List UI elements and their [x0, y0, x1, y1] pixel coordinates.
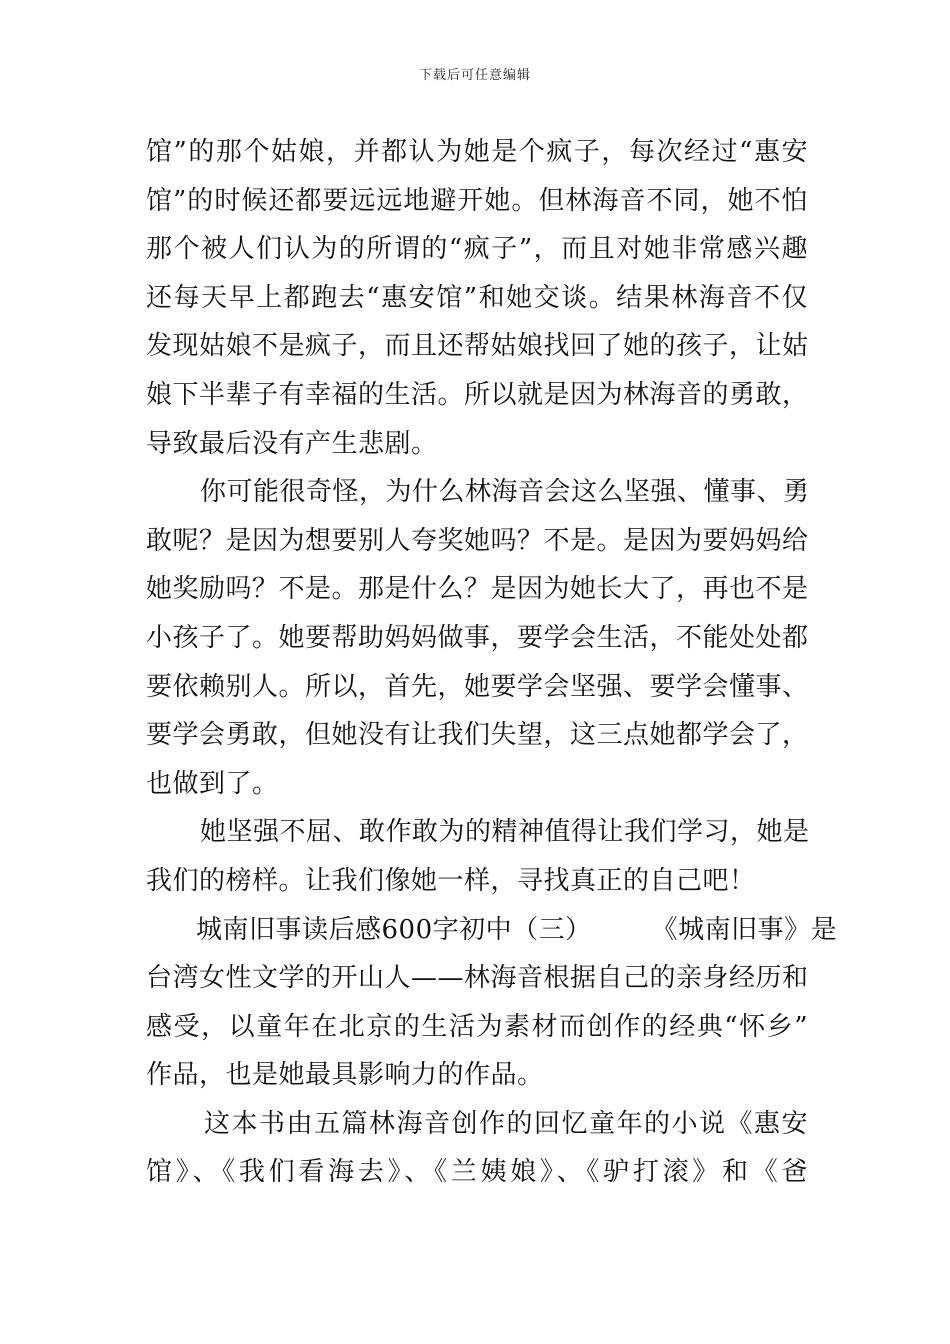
- text-line: 小孩子了。她要帮助妈妈做事，要学会生活，不能处处都: [146, 622, 809, 653]
- document-body: [146, 128, 838, 1197]
- text-line: 那个被人们认为的所谓的“疯子”，而且对她非常感兴趣: [146, 234, 808, 265]
- text-line: 发现姑娘不是疯子，而且还帮姑娘找回了她的孩子，让姑: [146, 331, 809, 362]
- text-line: 要学会勇敢，但她没有让我们失望，这三点她都学会了，: [146, 720, 809, 751]
- text-line: 作品，也是她最具影响力的作品。: [146, 1060, 544, 1091]
- text-line: 这本书由五篇林海音创作的回忆童年的小说《惠安: [204, 1108, 808, 1139]
- text-line: 娘下半辈子有幸福的生活。所以就是因为林海音的勇敢，: [146, 379, 809, 410]
- text-line: 馆”的时候还都要远远地避开她。但林海音不同，她不怕: [146, 185, 808, 216]
- text-line: 馆》、《我们看海去》、《兰姨娘》、《驴打滚》和《爸: [146, 1157, 808, 1188]
- text-line: 要依赖别人。所以，首先，她要学会坚强、要学会懂事、: [146, 671, 809, 702]
- text-line: 我们的榜样。让我们像她一样，寻找真正的自己吧！: [146, 865, 756, 896]
- text-line: 她奖励吗？不是。那是什么？是因为她长大了，再也不是: [146, 574, 809, 605]
- text-line: 她坚强不屈、敢作敢为的精神值得让我们学习，她是: [200, 817, 810, 848]
- text-line: 台湾女性文学的开山人——林海音根据自己的亲身经历和: [146, 963, 809, 994]
- text-fragment: 《城南旧事》是: [651, 914, 838, 945]
- text-line: 还每天早上都跑去“惠安馆”和她交谈。结果林海音不仅: [146, 282, 808, 313]
- text-line: 导致最后没有产生悲剧。: [146, 428, 438, 459]
- text-line: 也做到了。: [146, 768, 279, 799]
- text-line: 馆”的那个姑娘，并都认为她是个疯子，每次经过“惠安: [146, 137, 808, 167]
- text-line: 感受，以童年在北京的生活为素材而创作的经典“怀乡”: [146, 1011, 808, 1042]
- page-header: 下载后可任意编辑: [418, 68, 531, 83]
- text-line: 敢呢？是因为想要别人夸奖她吗？不是。是因为要妈妈给: [146, 525, 809, 556]
- section-heading: 城南旧事读后感600字初中（三）: [196, 914, 592, 945]
- text-line-heading: [146, 906, 838, 955]
- text-line: 你可能很奇怪，为什么林海音会这么坚强、懂事、勇: [200, 477, 810, 508]
